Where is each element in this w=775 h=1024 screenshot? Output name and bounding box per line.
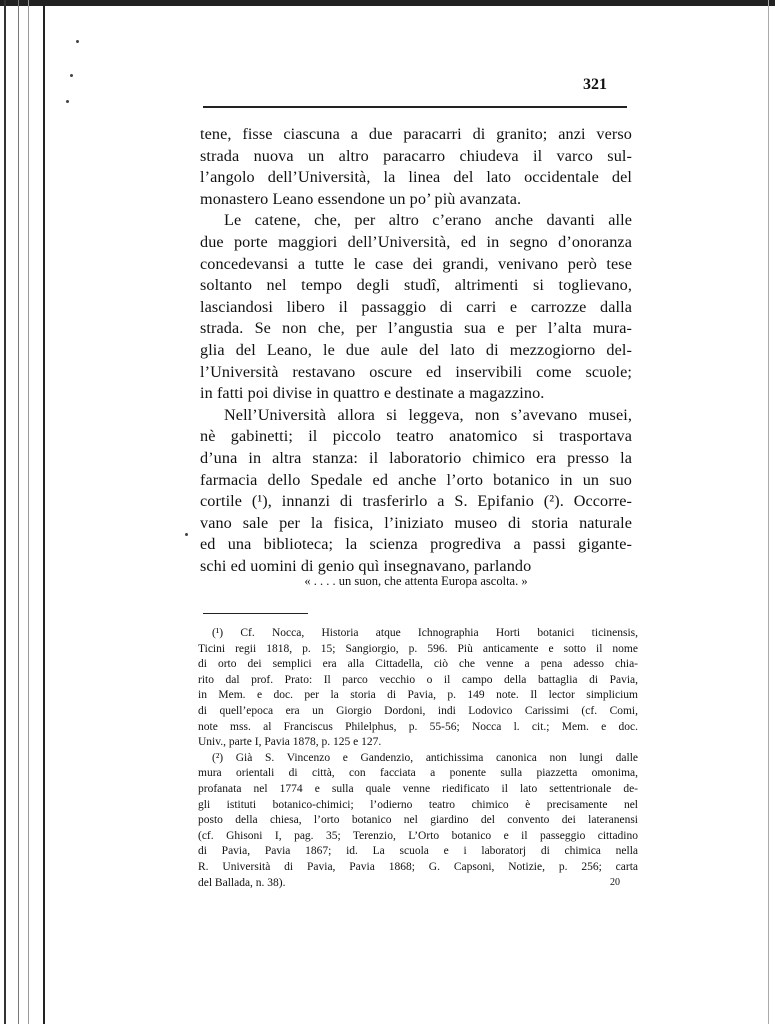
footnote-line: profanata nel 1774 e sulla quale venne riedificato il lato settentrionale de- [198, 782, 638, 795]
scan-top-border [0, 0, 775, 6]
footnote-line: Univ., parte I, Pavia 1878, p. 125 e 127. [198, 736, 382, 749]
scan-speck [76, 40, 79, 43]
footnote-line: posto della chiesa, l’orto botanico nel giardino del convento dei lateranensi [198, 814, 638, 827]
body-line: monastero Leano essendone un po’ più avanzata. [200, 189, 522, 208]
signature-mark: 20 [610, 877, 620, 888]
footnote-line: (¹) Cf. Nocca, Historia atque Ichnographia Horti botanici ticinensis, [212, 627, 638, 639]
body-line: Le catene, che, per altro c’erano anche davanti alle [224, 211, 632, 230]
body-line: nè gabinetti; il piccolo teatro anatomico si trasportava [200, 427, 632, 446]
body-line: strada nuova un altro paracarro chiudeva il varco sul- [200, 146, 632, 165]
scan-left-binding-edge [0, 0, 48, 1024]
body-line: schi ed uomini di genio quì insegnavano, parlando [200, 556, 532, 575]
edge-line [4, 0, 6, 1024]
body-line: ed una biblioteca; la scienza progrediva a passi gigante- [200, 535, 632, 554]
footnotes [198, 626, 638, 891]
footnote-line: di quell’epoca era un Giorgio Dordoni, indi Lodovico Carissimi (cf. Comi, [198, 704, 638, 717]
body-line: strada. Se non che, per l’angustia sua e per l’alta mura- [200, 319, 632, 338]
footnote-line: R. Università di Pavia, Pavia 1868; G. Capsoni, Notizie, p. 256; carta [198, 860, 638, 873]
footnote-line: di orto dei semplici era alla Cittadella, ciò che venne a pena adesso chia- [198, 658, 638, 671]
edge-line [768, 0, 769, 1024]
edge-line [28, 0, 29, 1024]
header-rule [203, 106, 627, 108]
footnote-line: di Pavia, Pavia 1867; id. La scuola e i laboratorj di chimica nella [198, 845, 638, 858]
edge-line [18, 0, 19, 1024]
body-line: due porte maggiori dell’Università, ed in segno d’onoranza [200, 232, 632, 251]
footnote-line: (²) Già S. Vincenzo e Gandenzio, antichissima canonica non lungi dalle [212, 751, 638, 764]
body-line: Nell’Università allora si leggeva, non s’avevano musei, [224, 405, 632, 424]
body-line: l’angolo dell’Università, la linea del lato occidentale del [200, 168, 632, 187]
page-number: 321 [583, 76, 607, 93]
scan-speck [70, 74, 73, 77]
body-line: l’Università restavano oscure ed inservibili come scuole; [200, 362, 632, 381]
footnote-line: (cf. Ghisoni I, pag. 35; Terenzio, L’Orto botanico e il passeggio cittadino [198, 829, 638, 842]
body-line: soltanto nel tempo degli studî, altrimenti si toglievano, [200, 276, 632, 295]
body-line: tene, fisse ciascuna a due paracarri di granito; anzi verso [200, 125, 632, 143]
footnote-line: mura orientali di città, con facciata a ponente sulla piazzetta omonima, [198, 767, 638, 780]
body-line: farmacia dello Spedale ed anche l’orto botanico in un suo [200, 470, 632, 489]
scan-speck [66, 100, 69, 103]
body-line: concedevansi a tutte le case dei grandi, venivano però tese [200, 254, 632, 273]
footnote-line: in Mem. e doc. per la storia di Pavia, p. 149 note. Il lector simplicium [198, 689, 638, 702]
footnote-line: note mss. al Franciscus Philelphus, p. 55-56; Nocca l. cit.; Mem. e doc. [198, 720, 638, 733]
body-line: in fatti poi divise in quattro e destinate a magazzino. [200, 384, 545, 403]
footnote-line: Ticini regii 1818, p. 15; Sangiorgio, p. 596. Più anticamente e sotto il nome [198, 642, 638, 655]
edge-line [43, 0, 45, 1024]
scan-right-edge [759, 0, 775, 1024]
body-line: vano sale per la fisica, l’iniziato museo di storia naturale [200, 513, 632, 532]
body-text [200, 124, 632, 577]
footnote-line: rito dal prof. Prato: Il parco vecchio o il campo della battaglia di Pavia, [198, 673, 638, 686]
quotation: « . . . . un suon, che attenta Europa ascolta. » [304, 574, 528, 588]
footnote-rule [203, 613, 308, 614]
footnote-line: gli istituti botanico-chimici; l’odierno teatro chimico è precisamente nel [198, 798, 638, 811]
body-line: glia del Leano, le due aule del lato di mezzogiorno del- [200, 340, 632, 359]
footnote-line: del Ballada, n. 38). [198, 876, 286, 889]
scan-speck [185, 533, 188, 536]
body-line: lasciandosi libero il passaggio di carri e carrozze dalla [200, 297, 632, 316]
body-line: d’una in altra stanza: il laboratorio chimico era presso la [200, 448, 632, 467]
body-line: cortile (¹), innanzi di trasferirlo a S. Epifanio (²). Occorre- [200, 492, 632, 511]
